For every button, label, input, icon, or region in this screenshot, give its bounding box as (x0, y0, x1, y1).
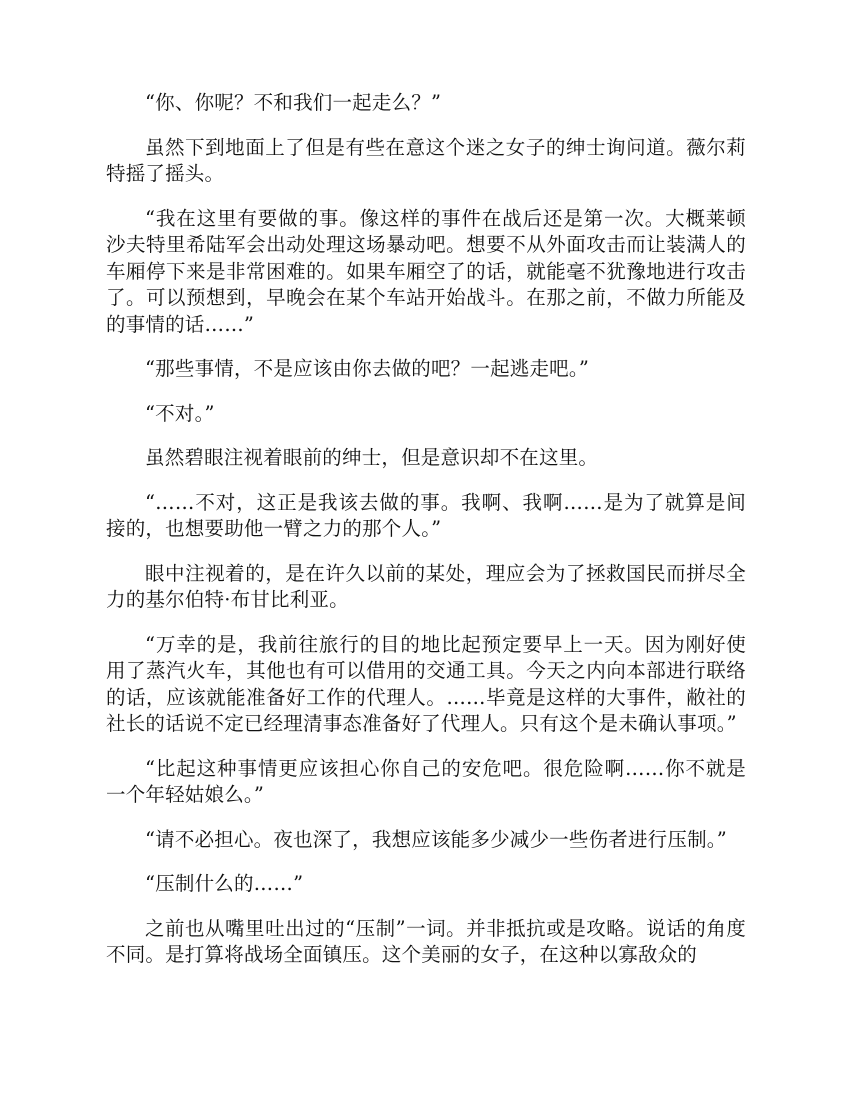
paragraph-10: “比起这种事情更应该担心你自己的安危吧。很危险啊……你不就是一个年轻姑娘么。” (106, 756, 746, 806)
paragraph-11: “请不必担心。夜也深了，我想应该能多少减少一些伤者进行压制。” (145, 827, 727, 851)
paragraph-7: “……不对，这正是我该去做的事。我啊、我啊……是为了就算是间接的，也想要助他一臂之力的那个人。” (106, 490, 746, 540)
paragraph-1: “你、你呢？不和我们一起走么？” (145, 91, 442, 114)
paragraph-2: 虽然下到地面上了但是有些在意这个迷之女子的绅士询问道。薇尔莉特摇了摇头。 (106, 135, 746, 185)
paragraph-6: 虽然碧眼注视着眼前的绅士，但是意识却不在这里。 (145, 446, 599, 469)
paragraph-4: “那些事情，不是应该由你去做的吧？一起逃走吧。” (145, 357, 589, 380)
paragraph-12: “压制什么的……” (145, 872, 304, 895)
paragraph-13: 之前也从嘴里吐出过的“压制”一词。并非抵抗或是攻略。说话的角度不同。是打算将战场全面镇压。这个美丽的女子，在这种以寡敌众的 (106, 916, 746, 966)
document-page (106, 90, 746, 987)
paragraph-5: “不对。” (145, 401, 215, 425)
paragraph-9: “万幸的是，我前往旅行的目的地比起预定要早上一天。因为刚好使用了蒸汽火车，其他也有可以借用的交通工具。今天之内向本部进行联络的话，应该就能准备好工作的代理人。……毕竟是这样的大事件，敝社的社长的话说不定已经理清事态准备好了代理人。只有这个是未确认事项。” (106, 632, 746, 735)
paragraph-3: “我在这里有要做的事。像这样的事件在战后还是第一次。大概莱顿沙夫特里希陆军会出动处理这场暴动吧。想要不从外面攻击而让装满人的车厢停下来是非常困难的。如果车厢空了的话，就能毫不犹豫地进行攻击了。可以预想到，早晚会在某个车站开始战斗。在那之前，不做力所能及的事情的话……” (106, 206, 746, 336)
paragraph-8: 眼中注视着的，是在许久以前的某处，理应会为了拯救国民而拼尽全力的基尔伯特·布甘比利亚。 (106, 561, 746, 611)
